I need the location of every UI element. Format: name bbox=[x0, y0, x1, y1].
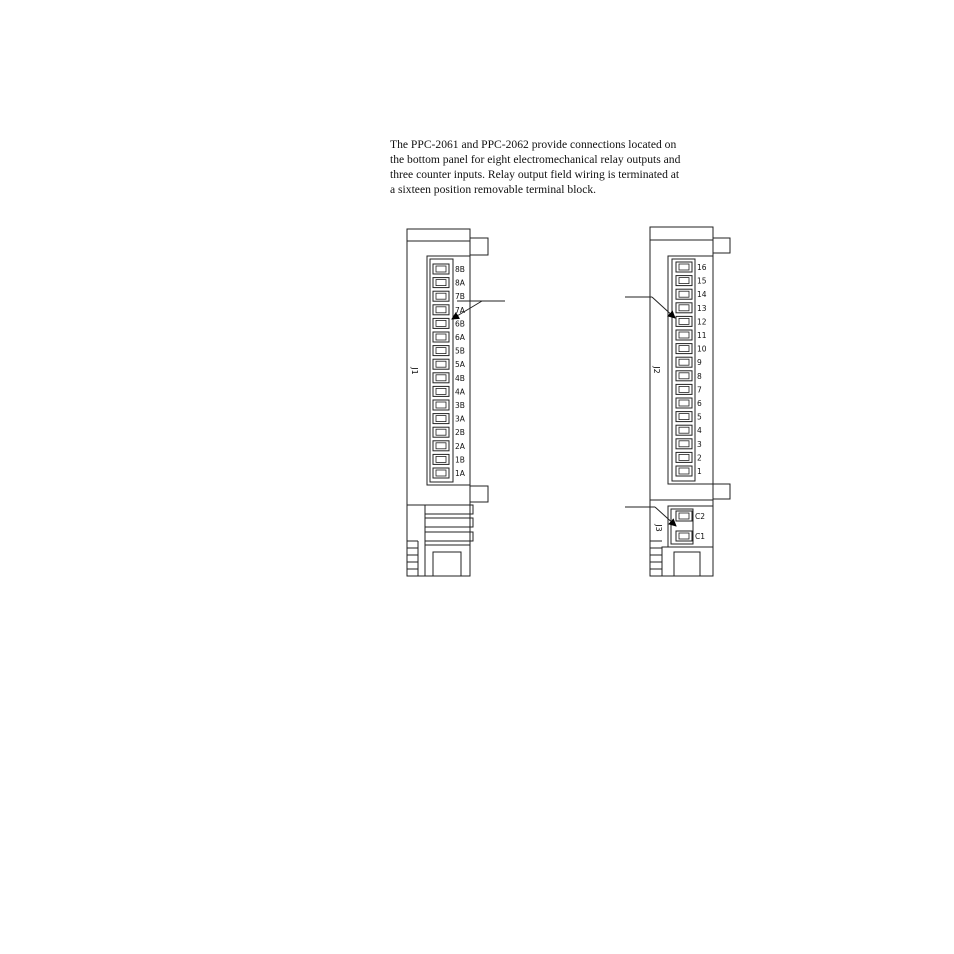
right-terminal-box bbox=[676, 344, 692, 354]
right-terminal-screw bbox=[679, 386, 689, 392]
left-terminal-label: 3A bbox=[455, 414, 465, 424]
left-terminal-label: 2B bbox=[455, 428, 465, 438]
left-terminal-screw bbox=[436, 334, 446, 340]
left-terminal-box bbox=[433, 414, 449, 424]
counter-terminal-strip bbox=[676, 511, 705, 541]
right-terminal-label: 1 bbox=[697, 467, 702, 476]
counter-terminal-box bbox=[676, 531, 692, 541]
left-terminal-label: 2A bbox=[455, 441, 465, 451]
left-terminal-box bbox=[433, 278, 449, 288]
right-terminal-box bbox=[676, 330, 692, 340]
left-terminal-screw bbox=[436, 266, 446, 272]
left-terminal-screw bbox=[436, 443, 446, 449]
right-terminal-label: 9 bbox=[697, 358, 702, 368]
left-terminal-label: 5A bbox=[455, 360, 465, 370]
right-terminal-box bbox=[676, 276, 692, 286]
right-terminal-label: 4 bbox=[697, 426, 702, 436]
left-terminal-label: 8A bbox=[455, 278, 465, 288]
left-terminal-screw bbox=[436, 402, 446, 408]
right-terminal-box bbox=[676, 466, 692, 476]
left-terminal-box bbox=[433, 291, 449, 301]
right-terminal-screw bbox=[679, 278, 689, 284]
right-terminal-box bbox=[676, 398, 692, 408]
left-terminal-box bbox=[433, 386, 449, 396]
counter-terminal-label: C1 bbox=[695, 532, 706, 541]
right-terminal-box bbox=[676, 262, 692, 272]
counter-terminal-label: C2 bbox=[695, 512, 706, 521]
right-terminal-label: 13 bbox=[697, 303, 707, 313]
description-line: the bottom panel for eight electromechanical relay outputs and bbox=[390, 153, 681, 166]
right-terminal-label: 6 bbox=[697, 399, 702, 408]
right-terminal-label: 12 bbox=[697, 317, 707, 327]
left-terminal-box bbox=[433, 332, 449, 342]
right-terminal-label: 3 bbox=[697, 439, 702, 449]
left-terminal-screw bbox=[436, 456, 446, 462]
connector-label-j3: J3 bbox=[654, 524, 663, 532]
right-terminal-label: 11 bbox=[697, 331, 707, 340]
description-line: The PPC-2061 and PPC-2062 provide connections located on bbox=[390, 138, 677, 151]
left-terminal-screw bbox=[436, 293, 446, 299]
left-terminal-strip bbox=[433, 264, 466, 478]
right-terminal-screw bbox=[679, 264, 689, 270]
counter-terminal-box bbox=[676, 511, 692, 521]
left-terminal-screw bbox=[436, 388, 446, 394]
right-terminal-box bbox=[676, 289, 692, 299]
left-terminal-box bbox=[433, 427, 449, 437]
left-terminal-label: 1A bbox=[455, 469, 465, 478]
right-terminal-box bbox=[676, 303, 692, 313]
right-terminal-screw bbox=[679, 427, 689, 433]
right-terminal-box bbox=[676, 357, 692, 367]
right-terminal-screw bbox=[679, 468, 689, 474]
connector-label-j1: J1 bbox=[410, 367, 419, 375]
right-terminal-label: 16 bbox=[697, 263, 707, 272]
right-terminal-screw bbox=[679, 305, 689, 311]
left-terminal-label: 1B bbox=[455, 455, 465, 465]
left-terminal-label: 7A bbox=[455, 305, 465, 315]
left-terminal-label: 4A bbox=[455, 387, 465, 397]
left-terminal-screw bbox=[436, 375, 446, 381]
left-terminal-label: 5B bbox=[455, 346, 465, 356]
left-terminal-box bbox=[433, 359, 449, 369]
right-terminal-box bbox=[676, 412, 692, 422]
left-terminal-label: 3B bbox=[455, 401, 465, 410]
right-terminal-strip bbox=[676, 262, 707, 476]
right-terminal-label: 10 bbox=[697, 344, 707, 354]
right-terminal-screw bbox=[679, 414, 689, 420]
connector-label-j2: J2 bbox=[652, 366, 661, 374]
left-terminal-screw bbox=[436, 320, 446, 326]
left-terminal-screw bbox=[436, 307, 446, 313]
left-terminal-screw bbox=[436, 470, 446, 476]
right-terminal-screw bbox=[679, 318, 689, 324]
left-terminal-label: 4B bbox=[455, 373, 465, 383]
right-terminal-screw bbox=[679, 346, 689, 352]
description-line: a sixteen position removable terminal block. bbox=[390, 183, 597, 196]
right-terminal-screw bbox=[679, 400, 689, 406]
right-terminal-box bbox=[676, 316, 692, 326]
left-terminal-label: 6A bbox=[455, 333, 465, 342]
left-terminal-box bbox=[433, 318, 449, 328]
right-terminal-screw bbox=[679, 441, 689, 447]
right-terminal-screw bbox=[679, 332, 689, 338]
left-terminal-box bbox=[433, 400, 449, 410]
right-terminal-screw bbox=[679, 373, 689, 379]
left-terminal-screw bbox=[436, 348, 446, 354]
left-terminal-box bbox=[433, 305, 449, 315]
right-terminal-box bbox=[676, 371, 692, 381]
description-line: three counter inputs. Relay output field wiring is terminated at bbox=[390, 168, 680, 181]
left-terminal-screw bbox=[436, 429, 446, 435]
counter-terminal-screw bbox=[679, 533, 689, 539]
left-terminal-label: 7B bbox=[455, 292, 465, 302]
right-terminal-box bbox=[676, 425, 692, 435]
right-terminal-label: 5 bbox=[697, 412, 702, 422]
right-terminal-label: 7 bbox=[697, 385, 702, 395]
counter-terminal-screw bbox=[679, 513, 689, 519]
right-terminal-label: 14 bbox=[697, 290, 707, 300]
left-terminal-box bbox=[433, 346, 449, 356]
right-terminal-box bbox=[676, 439, 692, 449]
right-terminal-box bbox=[676, 452, 692, 462]
left-terminal-screw bbox=[436, 361, 446, 367]
right-terminal-box bbox=[676, 384, 692, 394]
right-terminal-label: 8 bbox=[697, 371, 702, 381]
right-terminal-label: 15 bbox=[697, 276, 707, 286]
left-terminal-label: 8B bbox=[455, 265, 465, 274]
left-terminal-label: 6B bbox=[455, 319, 465, 329]
left-terminal-box bbox=[433, 468, 449, 478]
left-terminal-screw bbox=[436, 416, 446, 422]
left-terminal-box bbox=[433, 373, 449, 383]
left-terminal-box bbox=[433, 264, 449, 274]
right-terminal-label: 2 bbox=[697, 453, 702, 463]
right-terminal-screw bbox=[679, 291, 689, 297]
right-module bbox=[625, 227, 730, 576]
right-terminal-screw bbox=[679, 454, 689, 460]
left-terminal-box bbox=[433, 454, 449, 464]
right-terminal-screw bbox=[679, 359, 689, 365]
left-terminal-screw bbox=[436, 280, 446, 286]
left-terminal-box bbox=[433, 441, 449, 451]
